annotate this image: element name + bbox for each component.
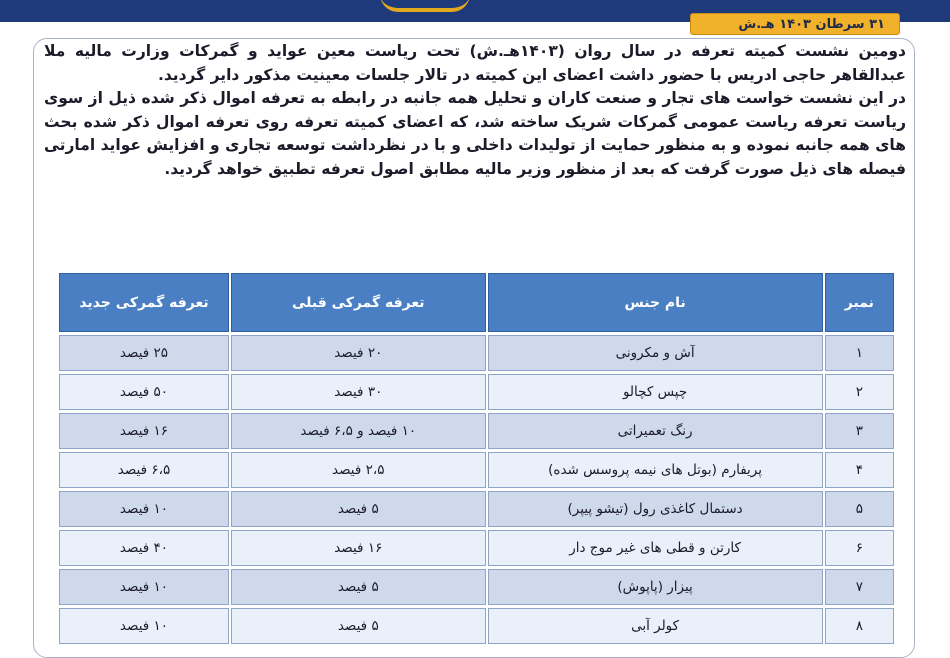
paragraph-2: در این نشست خواست های تجار و صنعت کاران و تحلیل همه جانبه در رابطه به تعرفه اموال ذکر شده ذیل از سوی ریاست تعرفه ریاست عمومی گمرکات شریک ساخته شد، که اعضای کمیته تعرفه روی تعرفه اموال ذکر شده بحث های همه جانبه نموده و به منظور حمایت از تولیدات داخلی و با در نظرداشت توسعه تجاری و افزایش عواید امارتی فیصله های ذیل صورت گرفت که بعد از منظور وزیر مالیه مطابق اصول تعرفه تطبیق خواهد گردید. (44, 89, 906, 178)
new-tariff: ۵۰ فیصد (59, 374, 229, 410)
new-tariff: ۶،۵ فیصد (59, 452, 229, 488)
row-number: ۶ (825, 530, 894, 566)
table-row (59, 569, 894, 605)
row-number: ۲ (825, 374, 894, 410)
table-row (59, 530, 894, 566)
new-tariff: ۱۰ فیصد (59, 491, 229, 527)
item-name: چپس کچالو (488, 374, 823, 410)
row-number: ۳ (825, 413, 894, 449)
previous-tariff: ۲،۵ فیصد (231, 452, 486, 488)
item-name: کارتن و قطی های غیر موج دار (488, 530, 823, 566)
row-number: ۱ (825, 335, 894, 371)
header-item-name: نام جنس (488, 273, 823, 332)
row-number: ۸ (825, 608, 894, 644)
header-previous-tariff: تعرفه گمرکی قبلی (231, 273, 486, 332)
header-new-tariff: تعرفه گمرکی جدید (59, 273, 229, 332)
row-number: ۵ (825, 491, 894, 527)
table-row (59, 452, 894, 488)
previous-tariff: ۵ فیصد (231, 569, 486, 605)
new-tariff: ۱۶ فیصد (59, 413, 229, 449)
article-body (44, 40, 906, 181)
header-number: نمبر (825, 273, 894, 332)
paragraph-1: دومین نشست کمیته تعرفه در سال روان (۱۴۰۳هـ.ش) تحت ریاست معین عواید و گمرکات وزارت مالیه ملا عبدالقاهر حاجی ادریس با حضور داشت اعضای این کمیته در تالار جلسات معینیت مذکور دایر گردید. (44, 42, 906, 84)
date-label: ۳۱ سرطان ۱۴۰۳ هـ.ش (690, 13, 900, 35)
row-number: ۴ (825, 452, 894, 488)
table-row (59, 491, 894, 527)
table-header-row (59, 273, 894, 332)
previous-tariff: ۵ فیصد (231, 491, 486, 527)
new-tariff: ۱۰ فیصد (59, 569, 229, 605)
previous-tariff: ۲۰ فیصد (231, 335, 486, 371)
item-name: رنگ تعمیراتی (488, 413, 823, 449)
tariff-table (57, 270, 896, 647)
new-tariff: ۴۰ فیصد (59, 530, 229, 566)
item-name: کولر آبی (488, 608, 823, 644)
row-number: ۷ (825, 569, 894, 605)
new-tariff: ۱۰ فیصد (59, 608, 229, 644)
item-name: آش و مکرونی (488, 335, 823, 371)
table-row (59, 335, 894, 371)
previous-tariff: ۱۰ فیصد و ۶،۵ فیصد (231, 413, 486, 449)
previous-tariff: ۳۰ فیصد (231, 374, 486, 410)
table-row (59, 608, 894, 644)
item-name: دستمال کاغذی رول (تیشو پیپر) (488, 491, 823, 527)
previous-tariff: ۱۶ فیصد (231, 530, 486, 566)
table-row (59, 374, 894, 410)
previous-tariff: ۵ فیصد (231, 608, 486, 644)
item-name: پیزار (پاپوش) (488, 569, 823, 605)
item-name: پریفارم (بوتل های نیمه پروسس شده) (488, 452, 823, 488)
table-row (59, 413, 894, 449)
new-tariff: ۲۵ فیصد (59, 335, 229, 371)
banner-logo (380, 0, 470, 12)
